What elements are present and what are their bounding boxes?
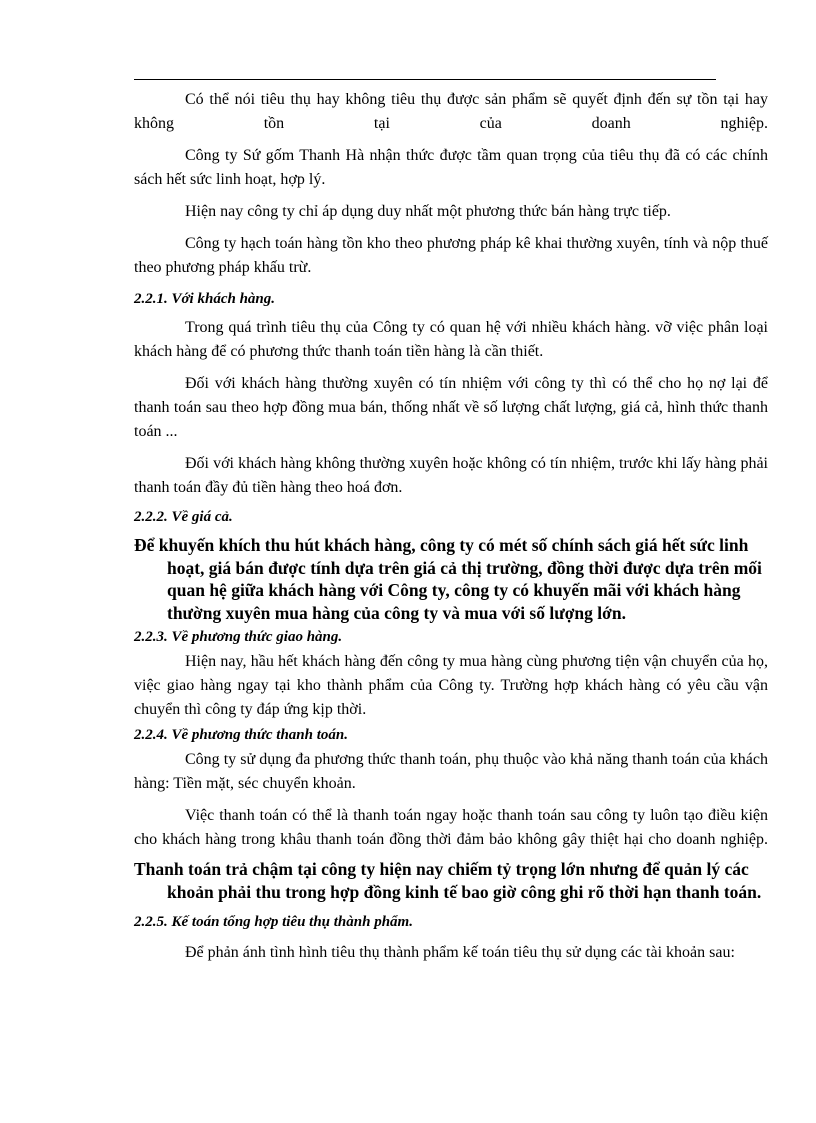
- paragraph-sales-method: Hiện nay công ty chỉ áp dụng duy nhất một phương thức bán hàng trực tiếp.: [185, 203, 671, 220]
- heading-2-2-4: 2.2.4. Về phương thức thanh toán.: [134, 727, 348, 743]
- paragraph-delivery: Hiện nay, hầu hết khách hàng đến công ty mua hàng cùng phương tiện vận chuyển của họ, việc giao hàng ngay tại kho thành phẩm của Công ty. Trường hợp khách hàng có yêu cầu vận chuyển thì công ty đáp ứng kịp thời.: [134, 653, 768, 718]
- heading-2-2-3: 2.2.3. Về phương thức giao hàng.: [134, 629, 343, 645]
- paragraph-inventory-accounting: Công ty hạch toán hàng tồn kho theo phương pháp kê khai thường xuyên, tính và nộp thuế theo phương pháp khấu trừ.: [134, 235, 768, 276]
- paragraph-payment-terms: Việc thanh toán có thể là thanh toán ngay hoặc thanh toán sau công ty luôn tạo điều kiện cho khách hàng trong khâu thanh toán đồng thời đảm bảo không gây thiệt hại cho doanh nghiệp.: [134, 807, 768, 848]
- paragraph-payment-methods: Công ty sử dụng đa phương thức thanh toán, phụ thuộc vào khả năng thanh toán của khách hàng: Tiền mặt, séc chuyển khoản.: [134, 751, 768, 792]
- bold-paragraph-pricing: Để khuyến khích thu hút khách hàng, công ty có mét số chính sách giá hết sức linh hoạt, giá bán được tính dựa trên giá cả thị trường, đồng thời được dựa trên mối quan hệ giữa khách hàng với Công ty, công ty có khuyến mãi với khách hàng thường xuyên mua hàng của công ty và mua với số lượng lớn.: [134, 535, 762, 623]
- heading-2-2-5: 2.2.5. Kế toán tổng hợp tiêu thụ thành phẩm.: [134, 914, 413, 930]
- paragraph-regular-customers: Đối với khách hàng thường xuyên có tín nhiệm với công ty thì có thể cho họ nợ lại để thanh toán sau theo hợp đồng mua bán, thống nhất về số lượng chất lượng, giá cả, hình thức thanh toán ...: [134, 375, 768, 440]
- bold-paragraph-deferred-payment: Thanh toán trả chậm tại công ty hiện nay chiếm tỷ trọng lớn nhưng để quản lý các khoản phải thu trong hợp đồng kinh tế bao giờ công ghi rõ thời hạn thanh toán.: [134, 859, 762, 902]
- paragraph-customer-relations: Trong quá trình tiêu thụ của Công ty có quan hệ với nhiều khách hàng. vỡ việc phân loại khách hàng để có phương thức thanh toán tiền hàng là cần thiết.: [134, 319, 768, 360]
- header-rule: [134, 79, 716, 80]
- heading-2-2-1: 2.2.1. Với khách hàng.: [134, 291, 275, 307]
- paragraph-company-awareness: Công ty Sứ gốm Thanh Hà nhận thức được tầm quan trọng của tiêu thụ đã có các chính sách hết sức linh hoạt, hợp lý.: [134, 147, 768, 188]
- document-page: [134, 88, 768, 965]
- paragraph-accounts-used: Để phản ánh tình hình tiêu thụ thành phẩm kế toán tiêu thụ sử dụng các tài khoản sau:: [185, 944, 735, 961]
- heading-2-2-2: 2.2.2. Về giá cả.: [134, 509, 233, 525]
- paragraph-intro: Có thể nói tiêu thụ hay không tiêu thụ được sản phẩm sẽ quyết định đến sự tồn tại hay không tồn tại của doanh nghiệp.: [134, 91, 768, 132]
- paragraph-irregular-customers: Đối với khách hàng không thường xuyên hoặc không có tín nhiệm, trước khi lấy hàng phải thanh toán đầy đủ tiền hàng theo hoá đơn.: [134, 455, 768, 496]
